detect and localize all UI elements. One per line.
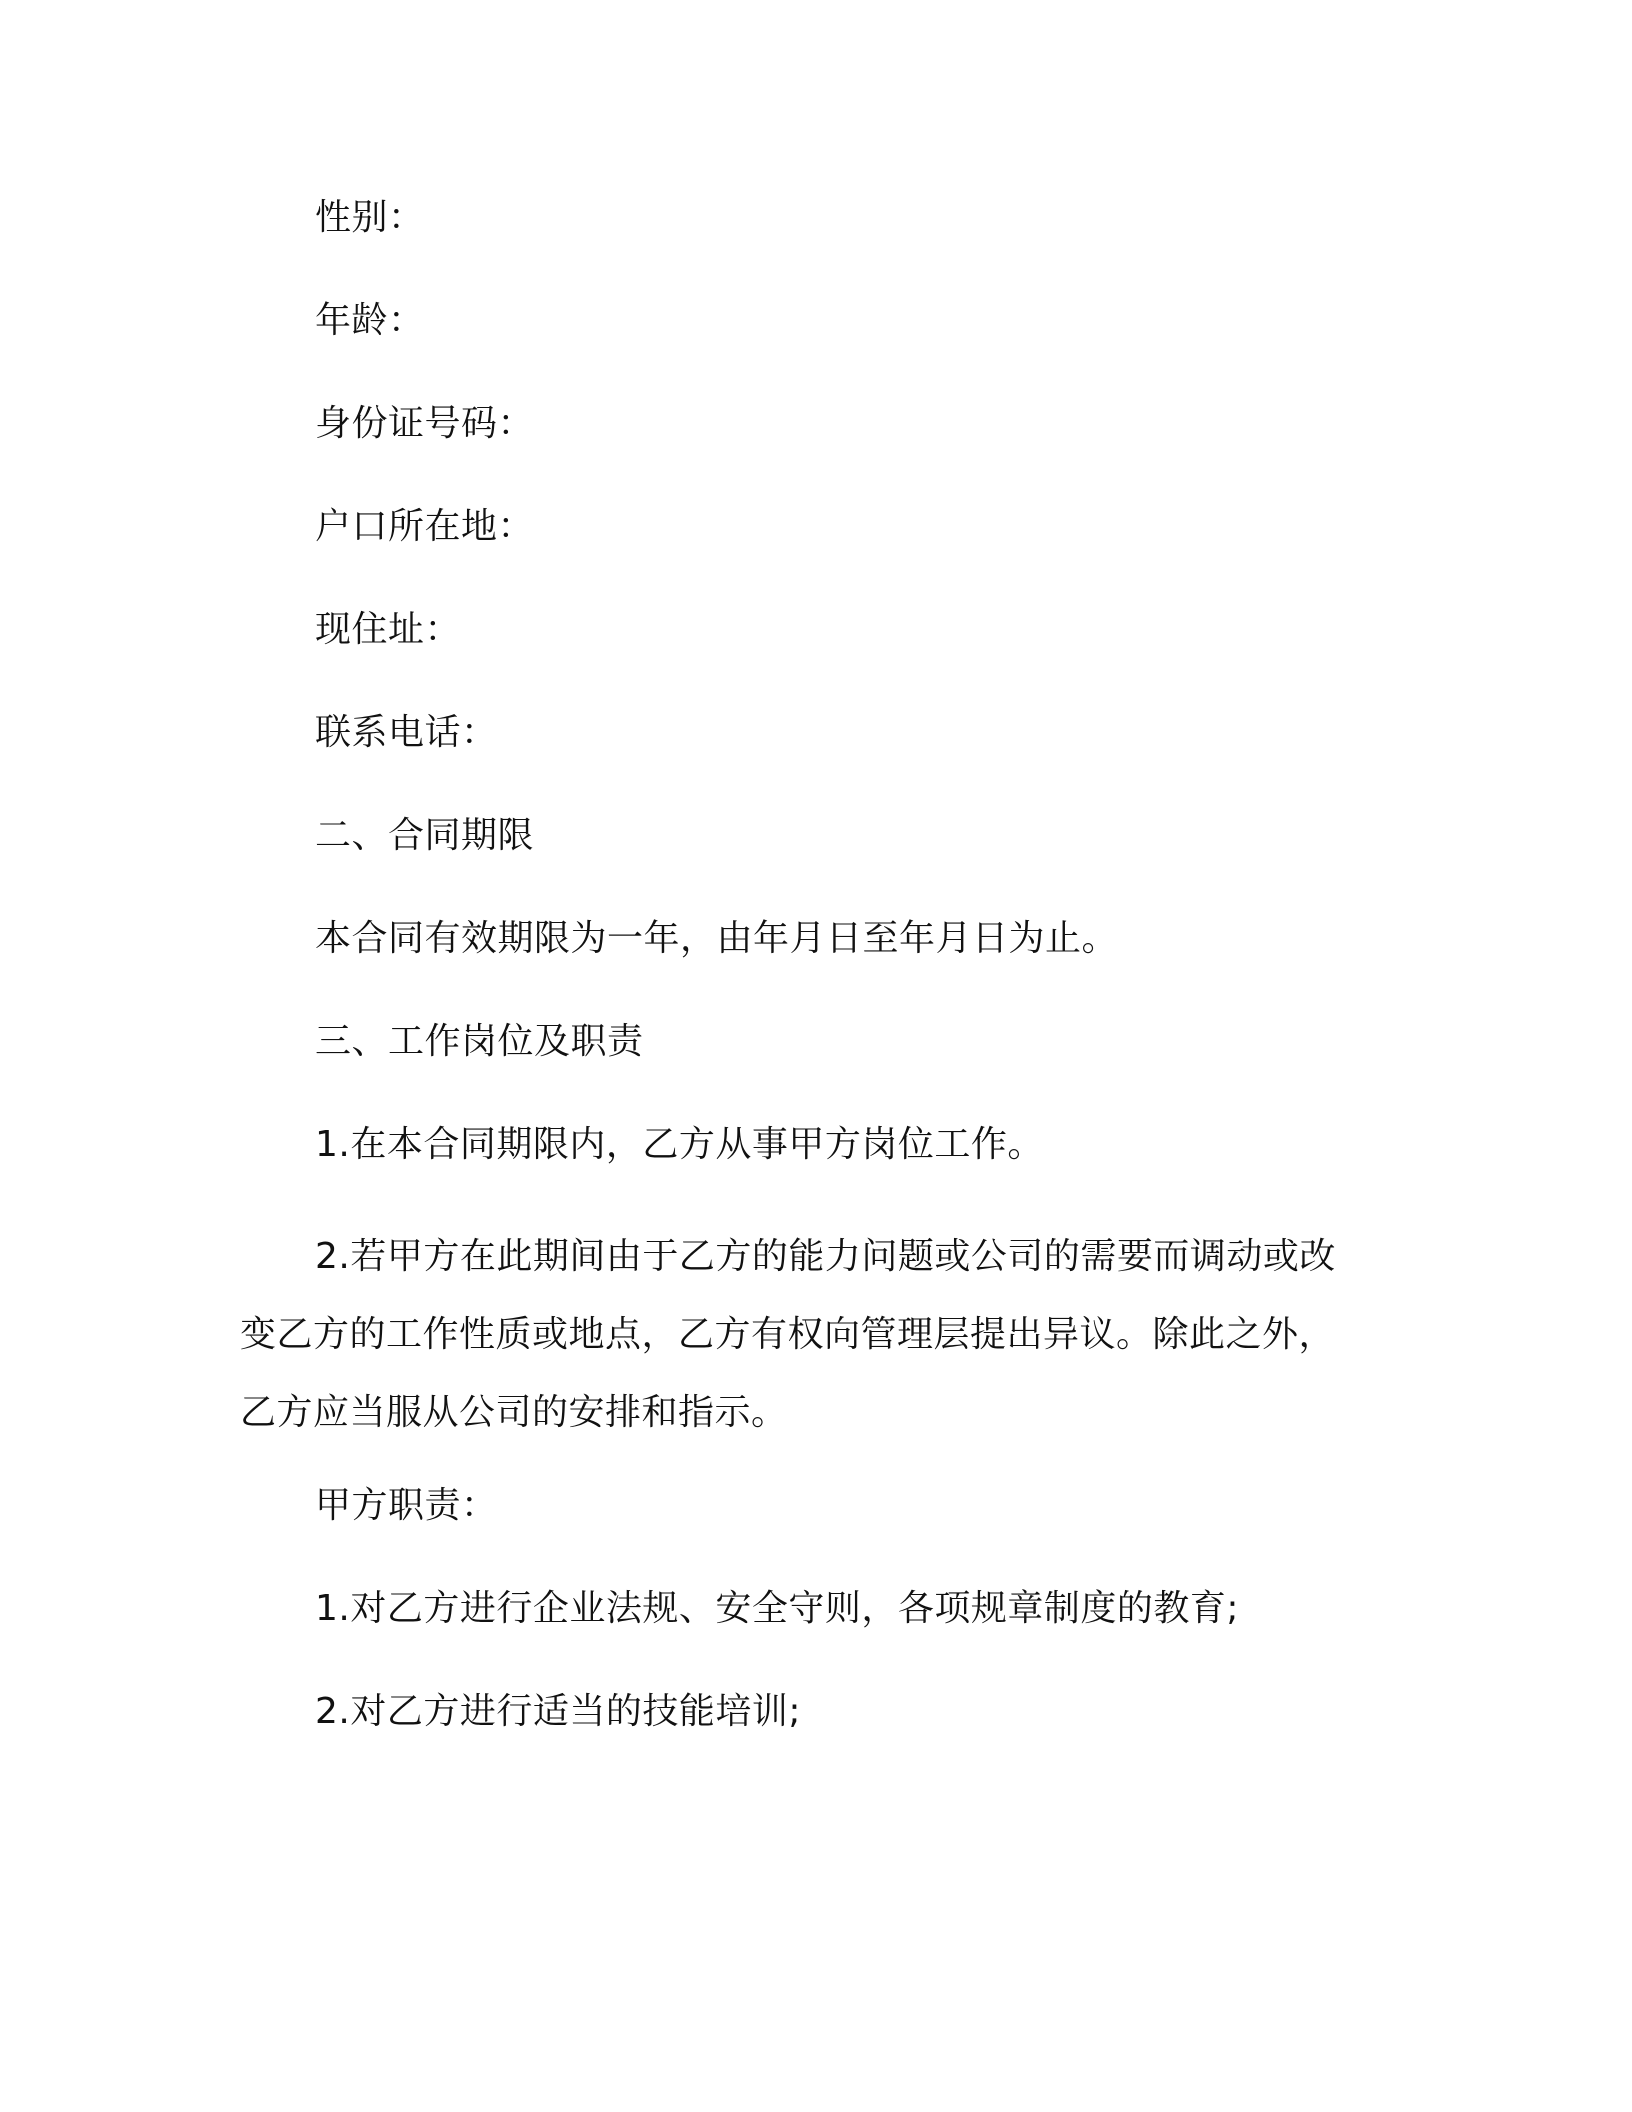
section-heading-position-duties: 三、工作岗位及职责	[315, 1021, 644, 1062]
party-a-duties-heading: 甲方职责：	[315, 1485, 498, 1526]
field-current-address: 现住址：	[315, 609, 462, 650]
field-gender: 性别：	[315, 197, 425, 238]
party-a-duty-item: 2.对乙方进行适当的技能培训;	[315, 1691, 801, 1732]
party-a-duty-item: 1.对乙方进行企业法规、安全守则，各项规章制度的教育;	[315, 1588, 1239, 1629]
field-age: 年龄：	[315, 300, 425, 341]
field-household-registration: 户口所在地：	[315, 506, 535, 547]
field-phone: 联系电话：	[315, 712, 498, 753]
contract-term-text: 本合同有效期限为一年，由年月日至年月日为止。	[315, 918, 1119, 959]
section-heading-contract-term: 二、合同期限	[315, 815, 535, 856]
duty-item-1: 1.在本合同期限内，乙方从事甲方岗位工作。	[315, 1124, 1044, 1165]
field-id-number: 身份证号码：	[315, 403, 535, 444]
duty-item-2-paragraph: 2.若甲方在此期间由于乙方的能力问题或公司的需要而调动或改变乙方的工作性质或地点，乙方有权向管理层提出异议。除此之外，乙方应当服从公司的安排和指示。	[240, 1236, 1336, 1433]
